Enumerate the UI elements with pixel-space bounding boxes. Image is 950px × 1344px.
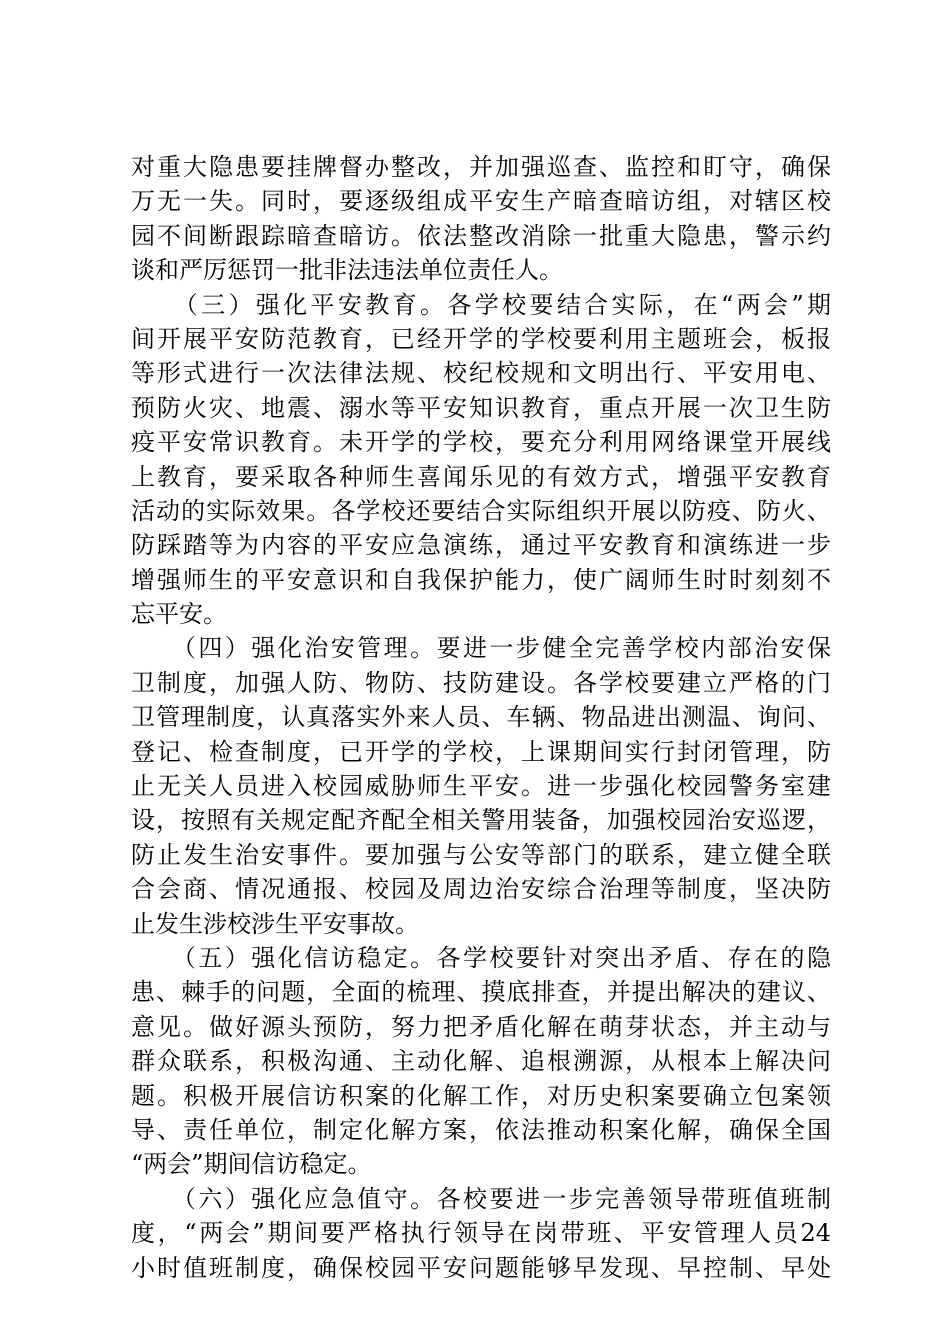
text-line: 万无一失。同时，要逐级组成平安生产暗查暗访组，对辖区校	[131, 187, 831, 216]
text-line: 上教育，要采取各种师生喜闻乐见的有效方式，增强平安教育	[131, 462, 831, 491]
text-line: 止发生涉校涉生平安事故。	[131, 909, 419, 938]
text-line: 卫制度，加强人防、物防、技防建设。各学校要建立严格的门	[131, 668, 831, 697]
text-line: 小时值班制度，确保校园平安问题能够早发现、早控制、早处	[131, 1253, 831, 1282]
text-line: 活动的实际效果。各学校还要结合实际组织开展以防疫、防火、	[131, 496, 831, 525]
text-line: 群众联系，积极沟通、主动化解、追根溯源，从根本上解决问	[131, 1047, 831, 1076]
text-line: 止无关人员进入校园威胁师生平安。进一步强化校园警务室建	[131, 772, 831, 801]
text-line: 导、责任单位，制定化解方案，依法推动积案化解，确保全国	[131, 1115, 831, 1144]
text-line: 登记、检查制度，已开学的学校，上课期间实行封闭管理，防	[131, 737, 831, 766]
text-line: 增强师生的平安意识和自我保护能力，使广阔师生时时刻刻不	[131, 565, 831, 594]
text-line: 意见。做好源头预防，努力把矛盾化解在萌芽状态，并主动与	[131, 1012, 831, 1041]
text-line: 忘平安。	[131, 600, 227, 629]
text-line: 防止发生治安事件。要加强与公安等部门的联系，建立健全联	[131, 840, 831, 869]
text-line: （四）强化治安管理。要进一步健全完善学校内部治安保	[131, 634, 831, 663]
text-line: 合会商、情况通报、校园及周边治安综合治理等制度，坚决防	[131, 875, 831, 904]
text-line: 等形式进行一次法律法规、校纪校规和文明出行、平安用电、	[131, 359, 831, 388]
text-line: 防踩踏等为内容的平安应急演练，通过平安教育和演练进一步	[131, 531, 831, 560]
text-line: （六）强化应急值守。各校要进一步完善领导带班值班制	[131, 1184, 831, 1213]
text-line: 间开展平安防范教育，已经开学的学校要利用主题班会，板报	[131, 324, 831, 353]
document-body	[131, 150, 831, 1285]
text-line: 题。积极开展信访积案的化解工作，对历史积案要确立包案领	[131, 1081, 831, 1110]
text-line: 患、棘手的问题，全面的梳理、摸底排查，并提出解决的建议、	[131, 978, 831, 1007]
text-line: “两会”期间信访稳定。	[131, 1150, 372, 1179]
text-line: 园不间断跟踪暗查暗访。依法整改消除一批重大隐患，警示约	[131, 221, 831, 250]
text-line: 卫管理制度，认真落实外来人员、车辆、物品进出测温、询问、	[131, 703, 831, 732]
text-line: 设，按照有关规定配齐配全相关警用装备，加强校园治安巡逻，	[131, 806, 831, 835]
text-line: 预防火灾、地震、溺水等平安知识教育，重点开展一次卫生防	[131, 393, 831, 422]
text-line: （三）强化平安教育。各学校要结合实际，在“两会”期	[131, 290, 831, 319]
text-line: 谈和严厉惩罚一批非法违法单位责任人。	[131, 256, 563, 285]
text-line: 对重大隐患要挂牌督办整改，并加强巡查、监控和盯守，确保	[131, 153, 831, 181]
text-line: 度，“两会”期间要严格执行领导在岗带班、平安管理人员24	[131, 1219, 831, 1248]
text-line: 疫平安常识教育。未开学的学校，要充分利用网络课堂开展线	[131, 428, 831, 457]
text-line: （五）强化信访稳定。各学校要针对突出矛盾、存在的隐	[131, 943, 831, 972]
